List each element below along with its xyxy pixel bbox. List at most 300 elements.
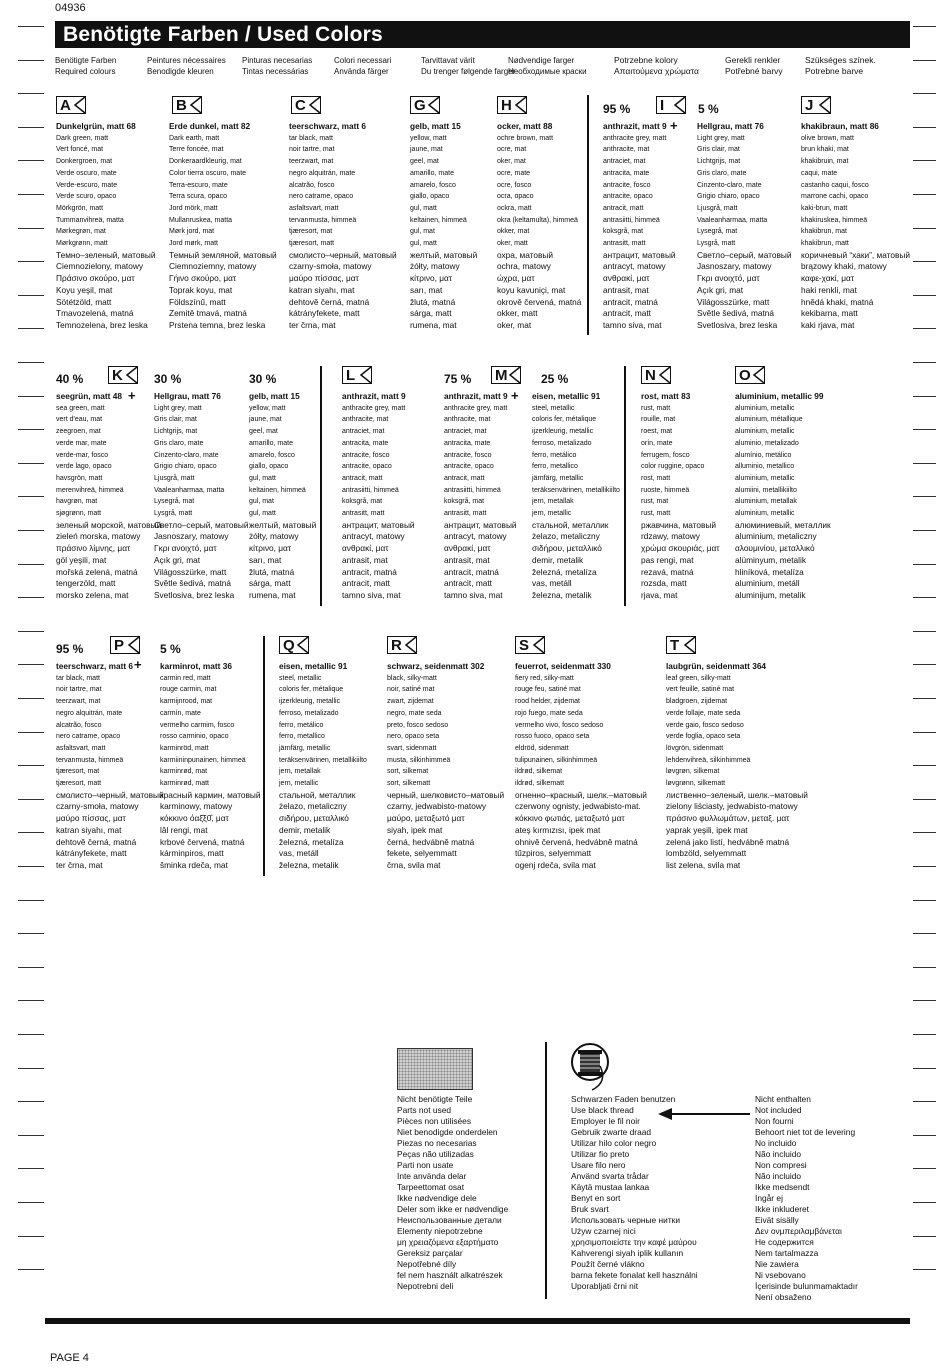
- color-translation: Ljusgrå, matt: [154, 474, 195, 482]
- color-translation: Sötétzöld, matt: [56, 296, 112, 307]
- legend-line: Ikke nødvendige dele: [397, 1193, 477, 1203]
- color-code-letter: I: [660, 96, 665, 114]
- color-translation: смолисто–черный, матовый: [56, 789, 164, 800]
- margin-tick: [18, 631, 44, 632]
- margin-tick: [18, 530, 44, 531]
- color-translation: aluminium, métallique: [735, 416, 803, 424]
- margin-tick: [18, 933, 44, 934]
- color-translation: Donkeraardkleurig, mat: [169, 158, 242, 166]
- color-translation: Gris clair, mat: [697, 146, 740, 154]
- color-translation: okker, mat: [497, 228, 530, 236]
- legend-line: Tarpeettomat osat: [397, 1182, 465, 1192]
- color-translation: sort, silkematt: [387, 780, 431, 788]
- color-translation: alcatrão, fosco: [289, 181, 335, 189]
- color-translation: göl yeşili, mat: [56, 554, 107, 565]
- color-translation: ohnivě červená, hedvábně matná: [515, 836, 638, 847]
- color-translation: geel, mat: [410, 158, 439, 166]
- code-arrow-icon: [358, 366, 372, 384]
- margin-tick: [913, 26, 936, 27]
- color-translation: Светло–серый, матовый: [154, 519, 249, 530]
- color-code-box: [515, 636, 545, 654]
- color-name: khakibraun, matt 86: [801, 121, 879, 131]
- margin-tick: [913, 1269, 936, 1270]
- color-translation: kaki rjava, mat: [801, 319, 855, 330]
- color-code-letter: M: [495, 366, 508, 384]
- color-code-box: [491, 366, 521, 384]
- color-translation: rosso carminio, opaco: [160, 733, 229, 741]
- color-translation: verde lago, opaco: [56, 463, 112, 471]
- margin-tick: [18, 597, 44, 598]
- color-translation: gul, matt: [249, 474, 276, 482]
- color-translation: vert feuille, satiné mat: [666, 686, 735, 694]
- color-translation: охра, матовый: [497, 249, 553, 260]
- color-translation: črna, svila mat: [387, 859, 441, 870]
- color-translation: tjæresort, matt: [289, 240, 335, 248]
- color-translation: Mørk jord, mat: [169, 228, 215, 236]
- color-name: eisen, metallic 91: [532, 391, 601, 401]
- color-translation: havsgrön, matt: [56, 474, 103, 482]
- margin-tick: [913, 967, 936, 968]
- color-name: karminrot, matt 36: [160, 661, 232, 671]
- color-translation: rozsda, matt: [641, 578, 687, 589]
- color-translation: pas rengi, mat: [641, 554, 694, 565]
- code-arrow-icon: [307, 96, 321, 114]
- color-translation: morsko zelena, mat: [56, 589, 129, 600]
- color-translation: kaki-brun, matt: [801, 204, 848, 212]
- color-translation: Lichtgrijs, mat: [154, 428, 198, 436]
- color-translation: Açık gri, mat: [697, 284, 744, 295]
- color-translation: oker, mat: [497, 319, 532, 330]
- color-translation: asfaltsvart, matt: [56, 744, 106, 752]
- color-translation: khakibruin, mat: [801, 158, 849, 166]
- color-translation: løvgrøn, silkemat: [666, 768, 720, 776]
- color-translation: antracit, matt: [444, 578, 492, 589]
- header-line: Benodigde kleuren: [147, 67, 214, 76]
- margin-tick: [18, 328, 44, 329]
- header-line: Необходимые краски: [508, 67, 587, 76]
- color-translation: tjæresort, mat: [56, 768, 100, 776]
- color-code-box: [497, 96, 527, 114]
- plus-sign: +: [670, 118, 678, 133]
- header-line: Απαιτούμενα χρώματα: [614, 66, 699, 76]
- legend-line: Parts not used: [397, 1105, 452, 1115]
- color-entry: [801, 121, 910, 332]
- color-translation: antraciet, mat: [603, 158, 646, 166]
- color-translation: Světle šedivá, matná: [154, 578, 232, 589]
- color-translation: Açık gri, mat: [154, 554, 201, 565]
- color-translation: Vert foncé, mat: [56, 146, 104, 154]
- color-translation: zieleń morska, matowy: [56, 531, 141, 542]
- color-translation: lövgrön, sidenmatt: [666, 744, 724, 752]
- legend-line: Deler som ikke er nødvendige: [397, 1204, 509, 1214]
- color-translation: vermelho vivo, fosco sedoso: [515, 721, 604, 729]
- color-translation: κόκκινο όαξ̂ξ0̂, ματ: [160, 813, 229, 824]
- color-translation: koyu kavuniçi, mat: [497, 284, 566, 295]
- legend-line: Not included: [755, 1105, 802, 1115]
- color-translation: алюминиевый, металлик: [735, 519, 831, 530]
- legend-line: Kahverengi siyah iplik kullanın: [571, 1248, 684, 1258]
- color-name: anthrazit, matt 9: [444, 391, 508, 401]
- color-translation: rojo fuego, mate seda: [515, 709, 583, 717]
- color-entry: [342, 391, 415, 602]
- margin-tick: [913, 1202, 936, 1203]
- color-translation: ter črna, mat: [56, 859, 103, 870]
- legend-line: Nem tartalmazza: [755, 1248, 819, 1258]
- color-translation: karmijnrood, mat: [160, 698, 213, 706]
- legend-line: barna fekete fonalat kell használni: [571, 1270, 698, 1280]
- color-translation: vas, metáll: [532, 578, 572, 589]
- color-code-box: [666, 636, 696, 654]
- header-line: Nødvendige farger: [508, 56, 575, 65]
- color-code-letter: K: [112, 366, 123, 384]
- color-translation: μαύρο πίσσας, ματ: [56, 813, 126, 824]
- color-translation: tjæresort, mat: [289, 228, 333, 236]
- color-translation: jaune, mat: [410, 146, 443, 154]
- color-translation: anthracite grey, matt: [444, 404, 508, 412]
- color-translation: Mullanruskea, matta: [169, 216, 233, 224]
- color-translation: alumínio, metálico: [735, 451, 792, 459]
- legend-line: Není obsaženo: [755, 1292, 812, 1302]
- color-translation: ateş kırmızısı, ipek mat: [515, 824, 601, 835]
- margin-tick: [18, 127, 44, 128]
- legend-line: Use black thread: [571, 1105, 634, 1115]
- color-translation: стальной, металлик: [532, 519, 609, 530]
- color-translation: tamno siva, mat: [444, 589, 503, 600]
- color-translation: anthracite grey, matt: [603, 134, 667, 142]
- color-translation: color ruggine, opaco: [641, 463, 705, 471]
- color-translation: czarny, jedwabisto-matowy: [387, 801, 486, 812]
- color-translation: Темно–зеленый, матовый: [56, 249, 156, 260]
- legend-line: Utilizar hilo color negro: [571, 1138, 657, 1148]
- color-translation: lehdenvihreä, silkinhimmeä: [666, 756, 751, 764]
- color-translation: καφε-χακί, ματ: [801, 273, 855, 284]
- color-translation: rust, matt: [641, 510, 671, 518]
- color-translation: gul, matt: [410, 204, 437, 212]
- color-name: Erde dunkel, matt 82: [169, 121, 251, 131]
- margin-tick: [913, 530, 936, 531]
- color-name: Dunkelgrün, matt 68: [56, 121, 136, 131]
- color-code-box: [279, 636, 309, 654]
- color-translation: ferro, metálico: [532, 451, 577, 459]
- margin-tick: [913, 1168, 936, 1169]
- color-entry: [249, 391, 316, 602]
- legend-line: Parti non usate: [397, 1160, 454, 1170]
- color-translation: železna, metalik: [279, 859, 339, 870]
- color-translation: negro alquitrán, mate: [56, 709, 123, 717]
- color-translation: mořská zelená, matná: [56, 566, 138, 577]
- color-translation: żelazo, metaliczny: [279, 801, 347, 812]
- color-entry: [410, 121, 477, 332]
- legend-line: Używ czarnej nici: [571, 1226, 636, 1236]
- color-translation: antraciet, mat: [342, 428, 385, 436]
- color-translation: železná, metalíza: [532, 566, 597, 577]
- margin-tick: [18, 93, 44, 94]
- legend-line: Usare filo nero: [571, 1160, 626, 1170]
- margin-tick: [913, 664, 936, 665]
- color-translation: ogenj rdeča, svila mat: [515, 859, 596, 870]
- color-translation: antracita, mate: [342, 439, 389, 447]
- legend-line: Elementy niepotrzebne: [397, 1226, 483, 1236]
- color-translation: ocra, opaco: [497, 193, 534, 201]
- legend-line: Não incluido: [755, 1149, 802, 1159]
- color-translation: fiery red, silky-matt: [515, 674, 574, 682]
- color-translation: antrasiitti, himmeä: [603, 216, 660, 224]
- color-translation: tervanmusta, himmeä: [289, 216, 357, 224]
- percent-label: 95 %: [603, 102, 631, 116]
- color-translation: aluminium, metallic: [735, 428, 795, 436]
- margin-tick: [913, 765, 936, 766]
- margin-tick: [18, 799, 44, 800]
- color-translation: Πράσινο σκούρο, ματ: [56, 273, 135, 284]
- color-translation: antracit, matt: [444, 474, 485, 482]
- color-translation: antracit, matná: [444, 566, 499, 577]
- color-translation: μαύρο, μεταξωτό ματ: [387, 813, 465, 824]
- code-arrow-icon: [507, 366, 521, 384]
- color-translation: Lysegrå, mat: [697, 228, 738, 236]
- color-entry: [387, 661, 504, 872]
- color-name: eisen, metallic 91: [279, 661, 348, 671]
- color-name: Hellgrau, matt 76: [154, 391, 221, 401]
- color-translation: sjøgrønn, matt: [56, 510, 102, 518]
- color-translation: Svetlosiva, brez leska: [697, 319, 778, 330]
- color-translation: jern, metallic: [532, 510, 572, 518]
- color-code-letter: G: [414, 96, 426, 114]
- color-translation: verde follaje, mate seda: [666, 709, 741, 717]
- color-translation: sort, silkemat: [387, 768, 429, 776]
- header-language-column: [55, 55, 116, 77]
- color-translation: asfaltsvart, matt: [289, 204, 339, 212]
- color-translation: antrasitt, matt: [342, 510, 385, 518]
- color-translation: hliníková, metalíza: [735, 566, 804, 577]
- color-translation: giallo, opaco: [249, 463, 289, 471]
- color-translation: коричневый “хаки”, матовый: [801, 249, 910, 260]
- color-translation: κίτρινο, ματ: [249, 543, 292, 554]
- legend-line: Ni vsebovano: [755, 1270, 806, 1280]
- color-translation: rost, matt: [641, 474, 671, 482]
- margin-tick: [913, 732, 936, 733]
- color-translation: aluminium, metallic: [735, 474, 795, 482]
- color-translation: anthracite, mat: [342, 416, 389, 424]
- header-line: Du trenger følgende farger: [421, 67, 516, 76]
- color-translation: vermelho carmim, fosco: [160, 721, 235, 729]
- color-translation: antracite, fosco: [603, 181, 651, 189]
- header-language-column: [805, 55, 876, 77]
- color-translation: Γκρι ανοιχτό, ματ: [697, 273, 760, 284]
- margin-tick: [18, 1202, 44, 1203]
- color-translation: ferrugem, fosco: [641, 451, 690, 459]
- margin-tick: [18, 1168, 44, 1169]
- color-translation: noir, satiné mat: [387, 686, 435, 694]
- color-translation: fekete, selyemmatt: [387, 848, 457, 859]
- color-translation: Lysegrå, mat: [154, 498, 195, 506]
- color-translation: brązowy khaki, matowy: [801, 261, 887, 272]
- margin-tick: [18, 1000, 44, 1001]
- color-entry: [666, 661, 808, 872]
- color-translation: antrasiitti, himmeä: [342, 486, 399, 494]
- color-translation: ανθρακί, ματ: [342, 543, 389, 554]
- color-translation: alüminyum, metalik: [735, 554, 807, 565]
- margin-tick: [913, 60, 936, 61]
- margin-tick: [913, 429, 936, 430]
- color-translation: kekibarna, matt: [801, 308, 858, 319]
- legend-line: Käytä mustaa lankaa: [571, 1182, 650, 1192]
- color-translation: χρώμα σκουριάς, ματ: [641, 543, 720, 554]
- legend-line: Gebruik zwarte draad: [571, 1127, 652, 1137]
- percent-label: 5 %: [698, 102, 719, 116]
- color-translation: антрацит, матовый: [342, 519, 415, 530]
- color-translation: Light grey, matt: [154, 404, 202, 412]
- color-translation: αλουμινίου, μεταλλικό: [735, 543, 815, 554]
- color-translation: tamno siva, mat: [342, 589, 401, 600]
- color-code-letter: N: [645, 366, 656, 384]
- color-code-box: [641, 366, 671, 384]
- color-translation: anthracite, mat: [444, 416, 491, 424]
- code-arrow-icon: [682, 636, 696, 654]
- color-translation: haki renkli, mat: [801, 284, 857, 295]
- color-translation: havgrøn, mat: [56, 498, 98, 506]
- color-translation: merenvihreä, himmeä: [56, 486, 124, 494]
- color-translation: teräksenvärinen, metallikiilto: [532, 486, 620, 494]
- color-translation: dehtově černá, matná: [56, 836, 137, 847]
- color-translation: aluminium, metallic: [735, 404, 795, 412]
- color-translation: geel, mat: [249, 428, 278, 436]
- percent-label: 5 %: [160, 642, 181, 656]
- color-translation: yaprak yeşili, ipek mat: [666, 824, 748, 835]
- not-needed-list: [397, 1094, 508, 1292]
- code-arrow-icon: [124, 366, 138, 384]
- color-translation: ferro, metálico: [279, 721, 324, 729]
- color-translation: ter črna, mat: [289, 319, 336, 330]
- color-translation: koksgrå, mat: [444, 498, 485, 506]
- color-code-box: [172, 96, 202, 114]
- color-translation: Jasnoszary, matowy: [154, 531, 229, 542]
- color-translation: marrone cachi, opaco: [801, 193, 869, 201]
- color-translation: ocre, mat: [497, 146, 527, 154]
- color-translation: katran siyahı, mat: [289, 284, 355, 295]
- separator: [624, 366, 626, 606]
- color-translation: carmín, mate: [160, 709, 201, 717]
- color-translation: Jord mørk, matt: [169, 240, 219, 248]
- color-translation: aluminium, metallak: [735, 498, 797, 506]
- color-translation: jern, metallak: [279, 768, 321, 776]
- legend-line: Pièces non utilisées: [397, 1116, 472, 1126]
- color-translation: antracit, matt: [603, 204, 644, 212]
- code-arrow-icon: [188, 96, 202, 114]
- color-code-letter: L: [346, 366, 356, 384]
- color-translation: antrasit, mat: [342, 554, 388, 565]
- percent-label: 30 %: [154, 372, 182, 386]
- color-translation: ferro, metallico: [532, 463, 578, 471]
- color-translation: sarı, mat: [410, 284, 443, 295]
- header-language-column: [421, 55, 515, 77]
- margin-tick: [18, 463, 44, 464]
- color-translation: Világosszürke, matt: [697, 296, 770, 307]
- color-translation: keltainen, himmeä: [249, 486, 306, 494]
- legend-line: Неиспользованные детали: [397, 1215, 502, 1225]
- color-translation: ferroso, metalizado: [532, 439, 592, 447]
- code-arrow-icon: [817, 96, 831, 114]
- color-translation: ildrød, silkemat: [515, 768, 563, 776]
- color-translation: tengerzöld, matt: [56, 578, 116, 589]
- page-title: Benötigte Farben / Used Colors: [55, 21, 910, 48]
- color-entry: [169, 121, 277, 332]
- color-translation: огненно–красный, шелк.–матовый: [515, 789, 647, 800]
- color-translation: karmiininpunainen, himmeä: [160, 756, 246, 764]
- color-entry: [160, 661, 261, 872]
- thread-spool-icon: [570, 1042, 610, 1094]
- color-translation: karminrød, matt: [160, 780, 210, 788]
- color-translation: κόκκινο φωτιάς, μεταξωτό ματ: [515, 813, 625, 824]
- color-translation: Lichtgrijs, mat: [697, 158, 741, 166]
- color-code-letter: A: [60, 96, 71, 114]
- margin-tick: [18, 1101, 44, 1102]
- color-translation: Gris claro, mate: [154, 439, 204, 447]
- color-translation: Verde oscuro, mate: [56, 169, 117, 177]
- color-translation: brun khaki, mat: [801, 146, 849, 154]
- color-translation: järnfärg, metallic: [279, 744, 331, 752]
- header-line: Tintas necessárias: [242, 67, 309, 76]
- color-translation: kátrányfekete, matt: [56, 848, 127, 859]
- color-translation: rumena, mat: [410, 319, 457, 330]
- color-translation: antrasitt, matt: [603, 240, 646, 248]
- header-language-column: [147, 55, 226, 77]
- color-translation: katran siyahı, mat: [56, 824, 122, 835]
- article-number: 04936: [55, 2, 86, 14]
- color-translation: ochre brown, matt: [497, 134, 554, 142]
- header-language-column: [614, 55, 699, 77]
- margin-tick: [18, 1135, 44, 1136]
- margin-tick: [913, 1000, 936, 1001]
- margin-tick: [913, 362, 936, 363]
- color-translation: antracit, matt: [342, 474, 383, 482]
- color-translation: antrasiitti, himmeä: [444, 486, 501, 494]
- legend-line: İçerisinde bulunmamaktadır: [755, 1281, 858, 1291]
- color-translation: rust, matt: [641, 404, 671, 412]
- color-code-letter: J: [805, 96, 814, 114]
- color-code-box: [291, 96, 321, 114]
- color-translation: antracite, opaco: [603, 193, 653, 201]
- color-translation: verde mar, mate: [56, 439, 107, 447]
- color-translation: Terra-escuro, mate: [169, 181, 228, 189]
- color-translation: sarı, mat: [249, 554, 282, 565]
- color-translation: Dark earth, matt: [169, 134, 220, 142]
- legend-line: Peças não utilizadas: [397, 1149, 474, 1159]
- color-translation: šminka rdeča, mat: [160, 859, 228, 870]
- color-translation: красный кармин, матовый: [160, 789, 261, 800]
- color-code-letter: O: [739, 366, 751, 384]
- header-line: Använda färger: [334, 67, 389, 76]
- color-translation: bladgroen, zijdemat: [666, 698, 728, 706]
- color-translation: jaune, mat: [249, 416, 282, 424]
- header-line: Colori necessari: [334, 56, 392, 65]
- percent-label: 75 %: [444, 372, 472, 386]
- color-translation: alluminio, metallico: [735, 463, 795, 471]
- color-translation: стальной, металлик: [279, 789, 356, 800]
- margin-tick: [913, 900, 936, 901]
- legend-line: Bruk svart: [571, 1204, 609, 1214]
- color-translation: gul, mat: [249, 498, 274, 506]
- color-entry: [56, 121, 156, 332]
- color-translation: tűzpiros, selyemmatt: [515, 848, 592, 859]
- color-translation: σιδήρου, μεταλλικό: [279, 813, 349, 824]
- color-translation: antracite, fosco: [342, 451, 390, 459]
- color-entry: [697, 121, 791, 332]
- color-translation: coloris fer, métalique: [532, 416, 597, 424]
- separator: [545, 1042, 547, 1299]
- color-translation: Koyu yeşil, mat: [56, 284, 113, 295]
- unused-parts-swatch: [397, 1048, 473, 1090]
- color-translation: demir, metalik: [279, 824, 331, 835]
